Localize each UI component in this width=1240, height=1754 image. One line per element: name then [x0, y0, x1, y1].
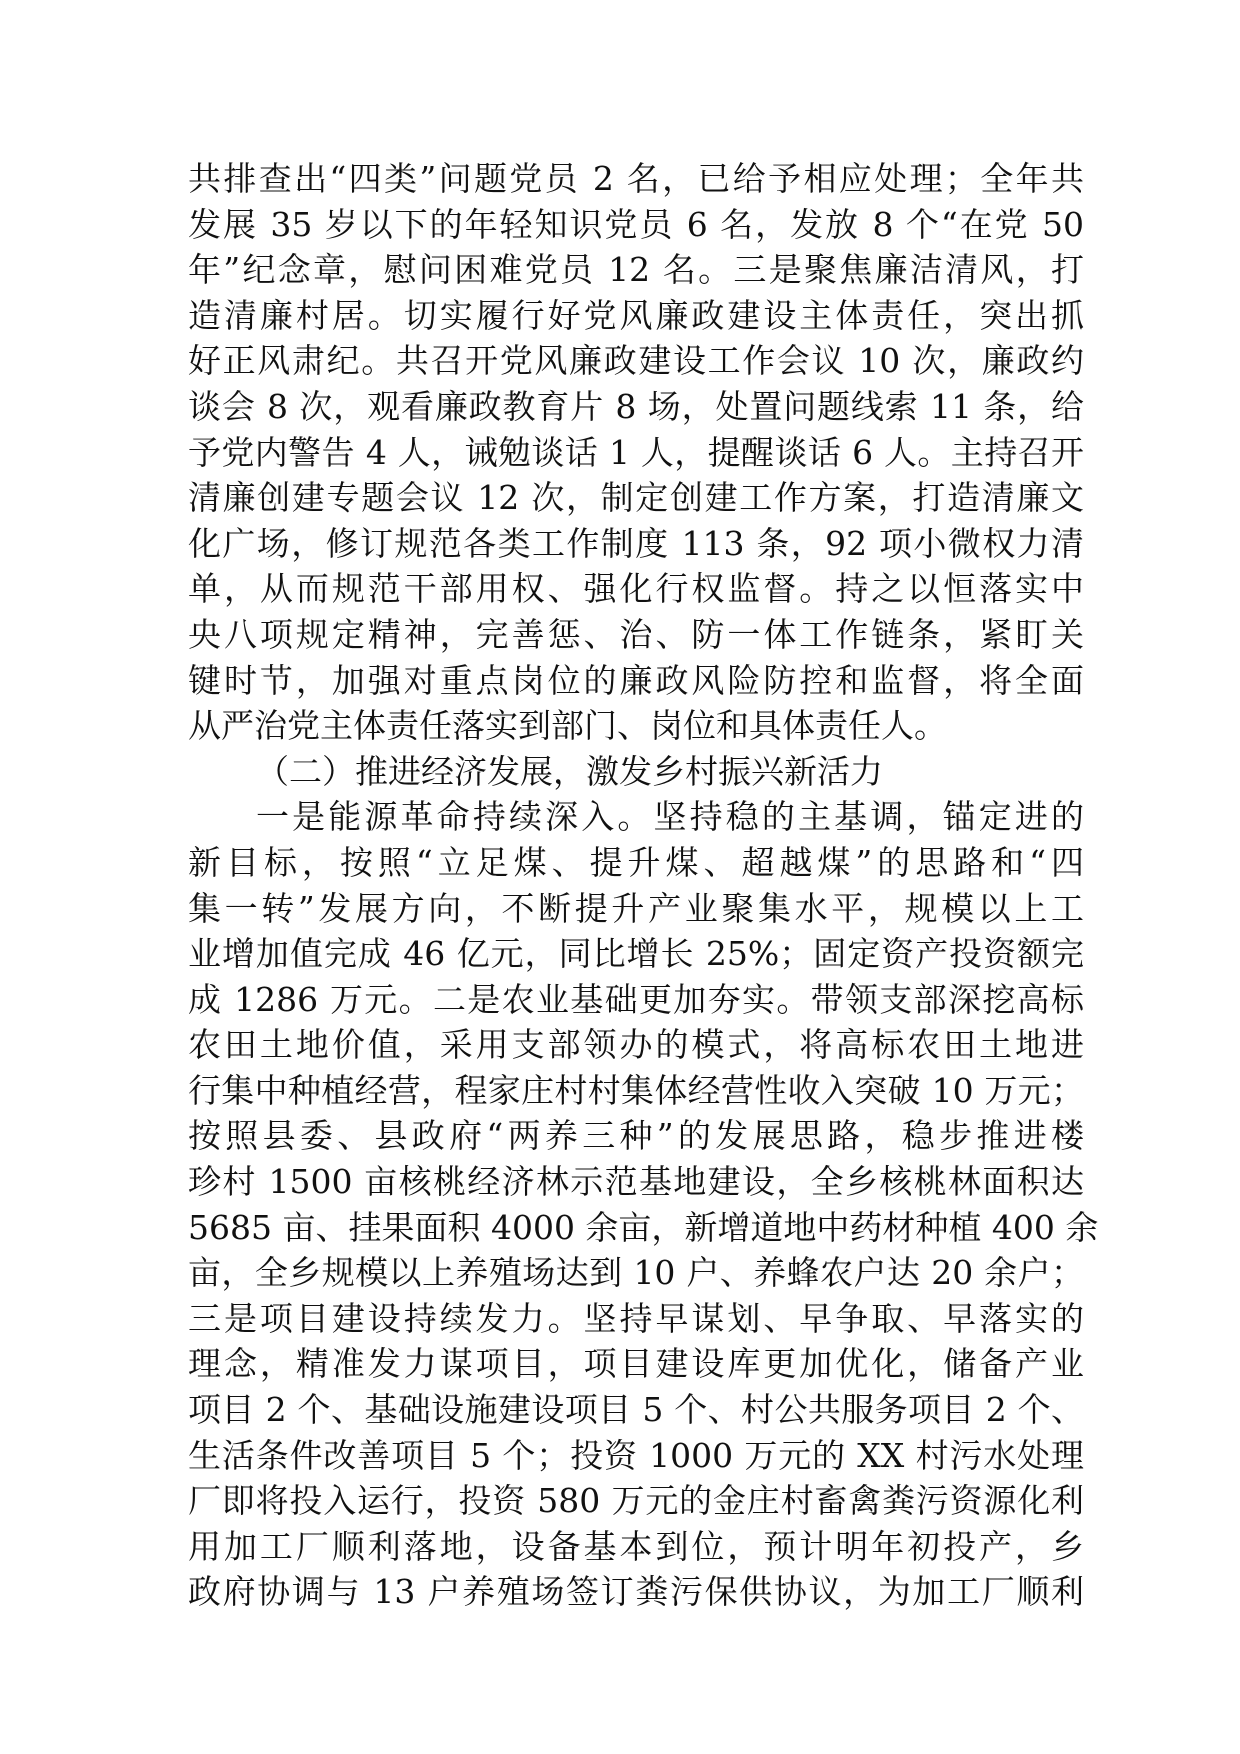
text-line: 按照县委、县政府“两养三种”的发展思路，稳步推进楼 [188, 1116, 1084, 1156]
text-line: 理念，精准发力谋项目，项目建设库更加优化，储备产业 [188, 1344, 1084, 1384]
section-heading: （二）推进经济发展，激发乡村振兴新活力 [256, 751, 883, 791]
text-line: 清廉创建专题会议 12 次，制定创建工作方案，打造清廉文 [188, 478, 1084, 518]
text-line: 年”纪念章，慰问困难党员 12 名。三是聚焦廉洁清风，打 [188, 250, 1084, 290]
text-line: 键时节，加强对重点岗位的廉政风险防控和监督，将全面 [188, 660, 1084, 700]
text-line: 农田土地价值，采用支部领办的模式，将高标农田土地进 [188, 1025, 1084, 1065]
text-line: 央八项规定精神，完善惩、治、防一体工作链条，紧盯关 [188, 614, 1084, 654]
text-line: 谈会 8 次，观看廉政教育片 8 场，处置问题线索 11 条，给 [188, 386, 1084, 426]
text-line: 集一转”发展方向，不断提升产业聚集水平，规模以上工 [188, 888, 1084, 928]
text-line: 成 1286 万元。二是农业基础更加夯实。带领支部深挖高标 [188, 979, 1084, 1019]
text-line: 政府协调与 13 户养殖场签订粪污保供协议，为加工厂顺利 [188, 1572, 1084, 1612]
text-line: 用加工厂顺利落地，设备基本到位，预计明年初投产，乡 [188, 1526, 1084, 1566]
text-line: 共排查出“四类”问题党员 2 名，已给予相应处理；全年共 [188, 159, 1084, 198]
text-line: 行集中种植经营，程家庄村村集体经营性收入突破 10 万元； [188, 1070, 1084, 1110]
text-line: 化广场，修订规范各类工作制度 113 条，92 项小微权力清 [188, 523, 1084, 563]
text-line: 生活条件改善项目 5 个；投资 1000 万元的 XX 村污水处理 [188, 1435, 1084, 1475]
text-line: 予党内警告 4 人，诫勉谈话 1 人，提醒谈话 6 人。主持召开 [188, 432, 1084, 472]
text-line: 新目标，按照“立足煤、提升煤、超越煤”的思路和“四 [188, 842, 1084, 882]
text-line: 厂即将投入运行，投资 580 万元的金庄村畜禽粪污资源化利 [188, 1481, 1084, 1521]
text-line: 项目 2 个、基础设施建设项目 5 个、村公共服务项目 2 个、 [188, 1390, 1084, 1430]
text-line: 三是项目建设持续发力。坚持早谋划、早争取、早落实的 [188, 1298, 1084, 1338]
text-line: 造清廉村居。切实履行好党风廉政建设主体责任，突出抓 [188, 295, 1084, 335]
text-line: 好正风肃纪。共召开党风廉政建设工作会议 10 次，廉政约 [188, 341, 1084, 381]
text-line: 亩，全乡规模以上养殖场达到 10 户、养蜂农户达 20 余户； [188, 1253, 1084, 1293]
text-line: 单，从而规范干部用权、强化行权监督。持之以恒落实中 [188, 569, 1084, 609]
text-line: 5685 亩、挂果面积 4000 余亩，新增道地中药材种植 400 余 [188, 1207, 1099, 1247]
document-page [188, 156, 1099, 1615]
text-line: 从严治党主体责任落实到部门、岗位和具体责任人。 [188, 706, 947, 746]
text-line: 一是能源革命持续深入。坚持稳的主基调，锚定进的 [256, 797, 1084, 837]
text-line: 业增加值完成 46 亿元，同比增长 25%；固定资产投资额完 [188, 934, 1084, 974]
text-line: 发展 35 岁以下的年轻知识党员 6 名，发放 8 个“在党 50 [188, 204, 1084, 244]
text-line: 珍村 1500 亩核桃经济林示范基地建设，全乡核桃林面积达 [188, 1162, 1084, 1202]
